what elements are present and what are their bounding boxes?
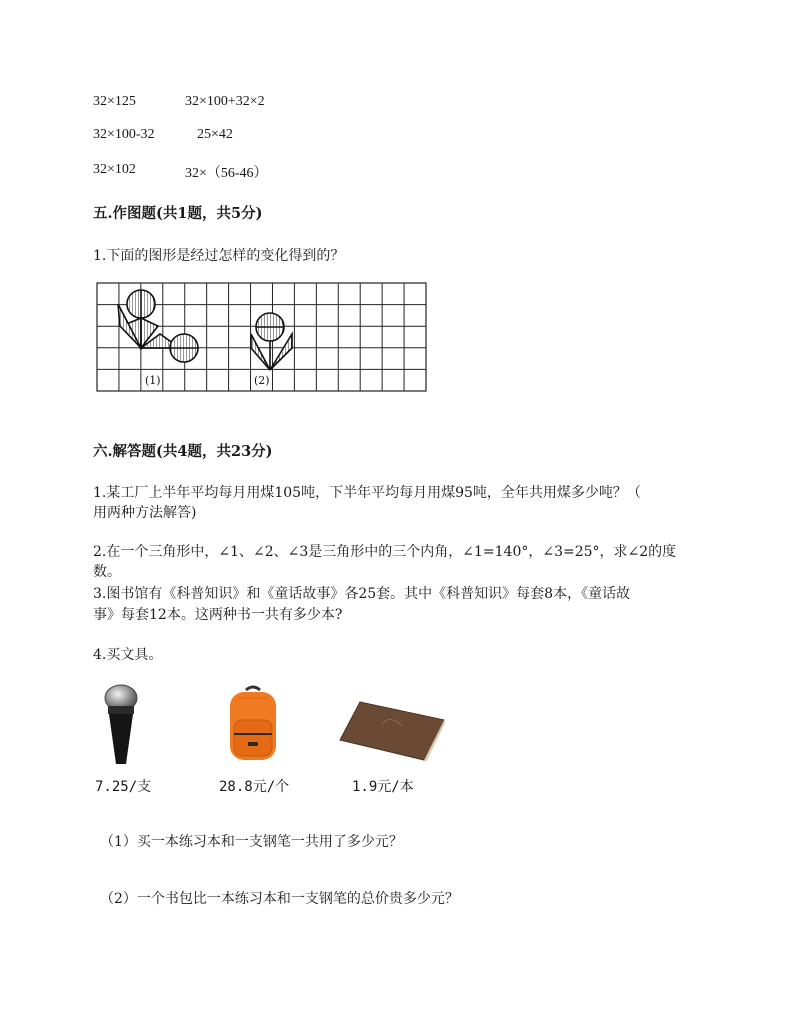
question-1-line1: 1.某工厂上半年平均每月用煤105吨，下半年平均每月用煤95吨，全年共用煤多少吨？（ (93, 485, 641, 501)
calc-row3-b: 32×（56-46） (185, 166, 268, 181)
figure-2-flower (251, 313, 292, 370)
calc-row3-a: 32×102 (93, 162, 136, 177)
notebook-price: 1.9元/本 (352, 779, 414, 795)
section6-title: 六.解答题(共4题，共23分) (93, 443, 273, 460)
notebook-icon (338, 700, 446, 762)
microphone-price: 7.25/支 (95, 779, 152, 795)
question-3-line2: 事》每套12本。这两种书一共有多少本? (93, 607, 343, 623)
subquestion-2: （2）一个书包比一本练习本和一支钢笔的总价贵多少元？ (100, 891, 459, 907)
figure-2-label: (2) (254, 374, 270, 387)
calc-row2-b: 25×42 (197, 127, 233, 142)
backpack-icon (224, 684, 282, 764)
subquestion-1: （1）买一本练习本和一支钢笔一共用了多少元？ (100, 834, 403, 850)
transformation-grid-figure (96, 282, 428, 394)
calc-row2-a: 32×100-32 (93, 127, 155, 142)
question-4: 4.买文具。 (93, 647, 163, 663)
section5-title: 五.作图题(共1题，共5分) (93, 205, 263, 222)
question-2-line1: 2.在一个三角形中，∠1、∠2、∠3是三角形中的三个内角，∠1=140°，∠3=25°，求∠2的度 (93, 544, 677, 560)
question-1-line2: 用两种方法解答) (93, 505, 197, 521)
question-2-line2: 数。 (93, 564, 121, 580)
backpack-price: 28.8元/个 (219, 779, 290, 795)
figure-1-label: (1) (145, 374, 161, 387)
section5-question: 1.下面的图形是经过怎样的变化得到的？ (93, 248, 345, 264)
calc-row1-a: 32×125 (93, 94, 136, 109)
microphone-icon (102, 684, 140, 766)
calc-row1-b: 32×100+32×2 (185, 94, 265, 109)
question-3-line1: 3.图书馆有《科普知识》和《童话故事》各25套。其中《科普知识》每套8本，《童话故 (93, 586, 631, 602)
